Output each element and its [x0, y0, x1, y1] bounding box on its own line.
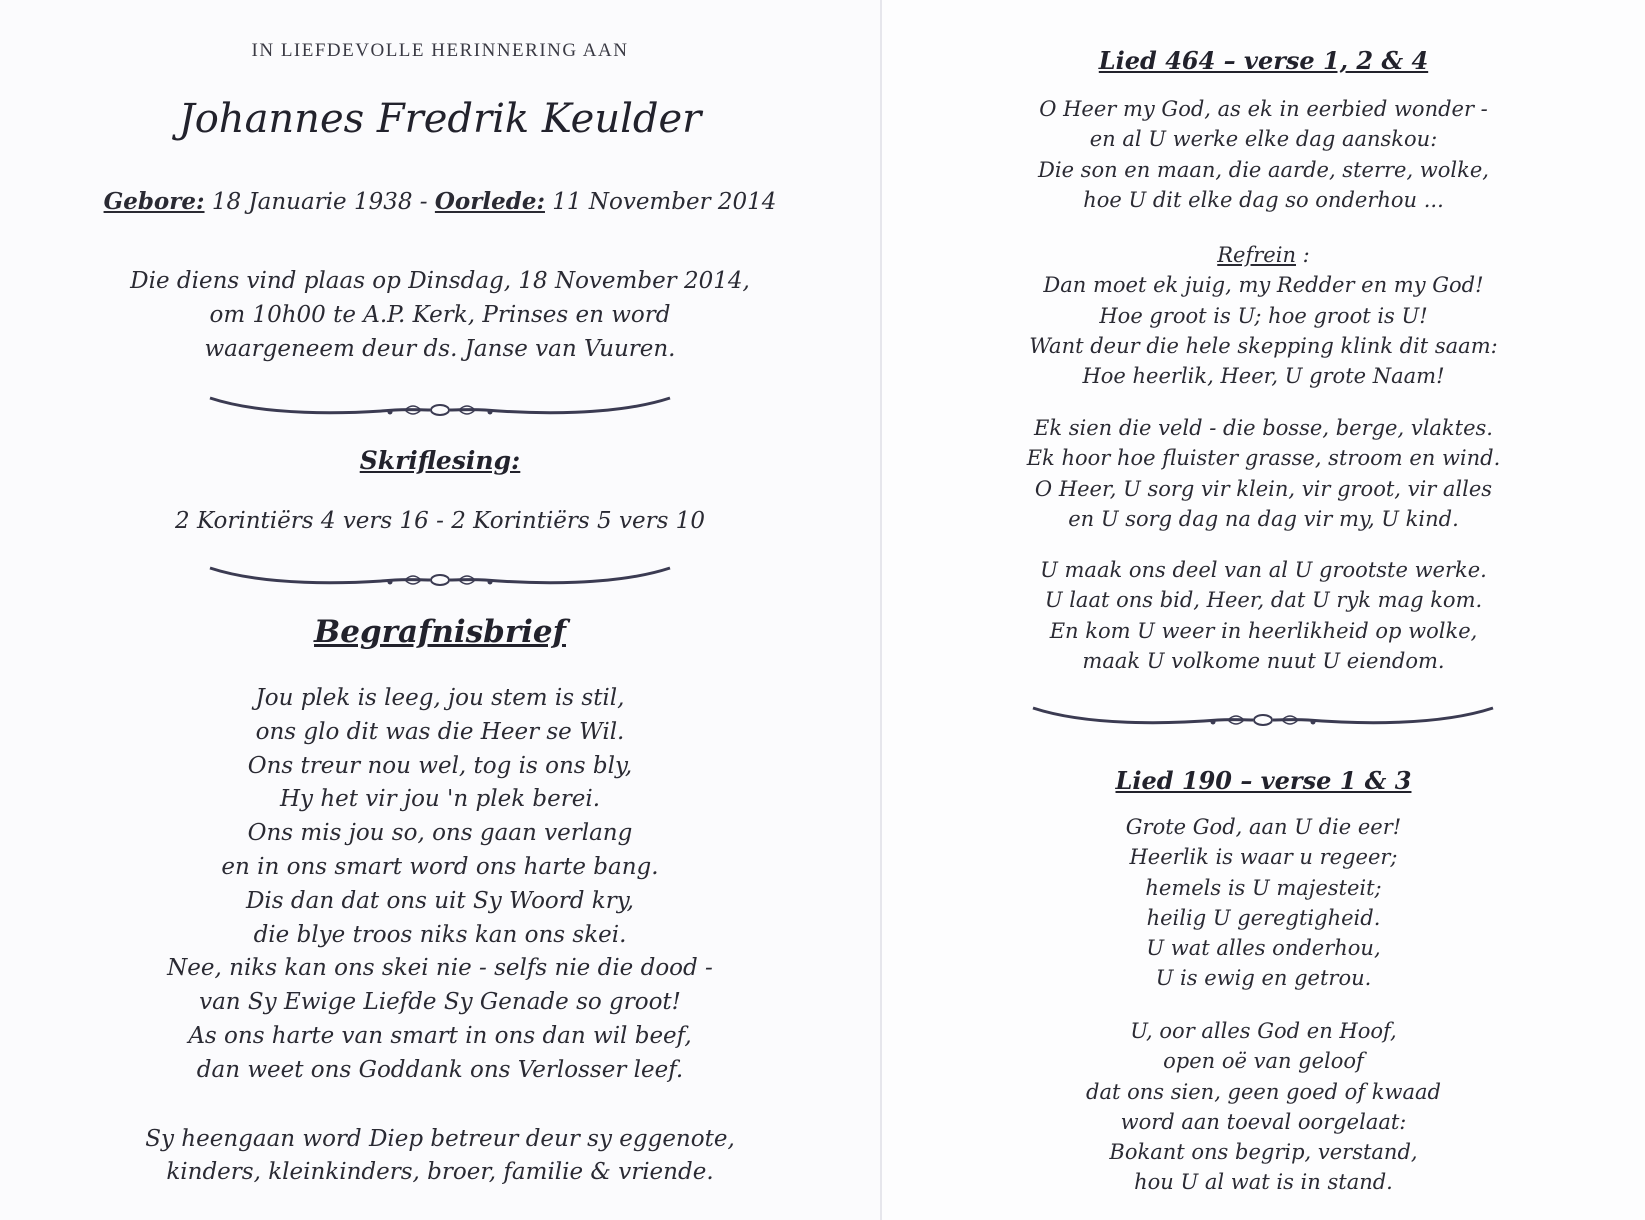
hymn-line: Die son en maan, die aarde, sterre, wolke,	[1038, 157, 1489, 182]
hymn-line: U wat alles onderhou,	[1146, 936, 1381, 961]
service-line: Die diens vind plaas op Dinsdag, 18 November 2014,	[130, 268, 750, 294]
life-dates	[0, 188, 880, 215]
letter-poem	[0, 682, 880, 1088]
hymn-line: maak U volkome nuut U eiendom.	[1082, 648, 1445, 673]
deceased-name: Johannes Fredrik Keulder	[178, 96, 702, 142]
hymn1-title: Lied 464 – verse 1, 2 & 4	[1098, 46, 1429, 75]
poem-line: van Sy Ewige Liefde Sy Genade so groot!	[199, 989, 681, 1016]
hymn-line: heilig U geregtigheid.	[1146, 905, 1381, 930]
refrain-heading	[882, 240, 1645, 270]
poem-line: As ons harte van smart in ons dan wil beef,	[188, 1022, 692, 1049]
hymn-line: Bokant ons begrip, verstand,	[1109, 1140, 1418, 1165]
closing-message	[0, 1123, 880, 1189]
hymn-line: open oë van geloof	[1163, 1049, 1364, 1074]
letter-title: Begrafnisbrief	[314, 614, 566, 650]
poem-line: Ons mis jou so, ons gaan verlang	[247, 820, 633, 847]
hymn1-refrain	[882, 240, 1645, 391]
hymn-line: U maak ons deel van al U grootste werke.	[1040, 558, 1487, 582]
hymn-line: dat ons sien, geen goed of kwaad	[1086, 1079, 1441, 1104]
hymn1-verse4	[882, 555, 1645, 676]
died-date: 11 November 2014	[552, 189, 777, 215]
hymn-line: Grote God, aan U die eer!	[1125, 815, 1402, 839]
hymn-line: U laat ons bid, Heer, dat U ryk mag kom.	[1044, 588, 1483, 613]
closing-line: kinders, kleinkinders, broer, familie & vriende.	[166, 1159, 714, 1185]
born-label: Gebore:	[103, 188, 205, 215]
hymn-line: U is ewig en getrou.	[1155, 966, 1372, 991]
born-date: 18 Januarie 1938	[211, 189, 413, 215]
hymn-line: Ek sien die veld - die bosse, berge, vlaktes.	[1034, 416, 1493, 440]
hymn-line: Ek hoor hoe fluister grasse, stroom en wind.	[1026, 446, 1501, 471]
hymn2-verse1	[882, 812, 1645, 994]
hymn-line: Dan moet ek juig, my Redder en my God!	[1043, 273, 1484, 298]
hymn-line: O Heer, U sorg vir klein, vir groot, vir alles	[1034, 476, 1493, 501]
date-separator: -	[419, 189, 428, 215]
hymn-line: Hoe heerlik, Heer, U grote Naam!	[1082, 364, 1445, 389]
poem-line: dan weet ons Goddank ons Verlosser leef.	[196, 1056, 684, 1083]
hymn-line: en al U werke elke dag aanskou:	[1089, 127, 1438, 152]
scripture-title: Skriflesing:	[359, 446, 521, 475]
hymn2-title: Lied 190 – verse 1 & 3	[1115, 766, 1412, 795]
poem-line: en in ons smart word ons harte bang.	[221, 853, 659, 880]
poem-line: Jou plek is leeg, jou stem is stil,	[255, 685, 625, 711]
poem-line: Nee, niks kan ons skei nie - selfs nie die dood -	[167, 955, 713, 982]
closing-line: Sy heengaan word Diep betreur deur sy eggenote,	[145, 1126, 735, 1152]
refrain-label: Refrein	[1217, 243, 1296, 267]
poem-line: ons glo dit was die Heer se Wil.	[255, 718, 625, 745]
memorial-header: IN LIEFDEVOLLE HERINNERING AAN	[251, 40, 629, 61]
died-label: Oorlede:	[434, 188, 545, 215]
scripture-reference: 2 Korintiërs 4 vers 16 - 2 Korintiërs 5 vers 10	[175, 508, 705, 534]
hymn1-verse2	[882, 413, 1645, 534]
hymn-line: O Heer my God, as ek in eerbied wonder -	[1039, 97, 1488, 121]
poem-line: Dis dan dat ons uit Sy Woord kry,	[245, 887, 634, 914]
ornament-divider	[205, 390, 675, 430]
hymn-line: hou U al wat is in stand.	[1134, 1170, 1393, 1195]
service-line: waargeneem deur ds. Janse van Vuuren.	[204, 336, 676, 362]
ornament-divider	[205, 560, 675, 600]
service-details	[0, 264, 880, 366]
right-panel	[882, 0, 1645, 1220]
service-line: om 10h00 te A.P. Kerk, Prinses en word	[209, 302, 671, 328]
refrain-colon: :	[1295, 243, 1310, 267]
hymn-line: hoe U dit elke dag so onderhou ...	[1083, 187, 1444, 212]
hymn-line: En kom U weer in heerlikheid op wolke,	[1049, 618, 1478, 643]
hymn-line: word aan toeval oorgelaat:	[1120, 1109, 1407, 1134]
poem-line: Hy het vir jou 'n plek berei.	[279, 786, 601, 813]
hymn2-verse3	[882, 1016, 1645, 1198]
hymn-line: U, oor alles God en Hoof,	[1130, 1019, 1397, 1043]
hymn-line: hemels is U majesteit;	[1145, 875, 1382, 900]
hymn-line: Hoe groot is U; hoe groot is U!	[1099, 303, 1428, 328]
ornament-divider	[1028, 700, 1498, 740]
hymn1-verse1	[882, 94, 1645, 215]
hymn-line: Want deur die hele skepping klink dit saam:	[1029, 333, 1498, 358]
poem-line: die blye troos niks kan ons skei.	[253, 921, 627, 948]
hymn-line: Heerlik is waar u regeer;	[1129, 845, 1398, 870]
hymn-line: en U sorg dag na dag vir my, U kind.	[1068, 506, 1459, 531]
poem-line: Ons treur nou wel, tog is ons bly,	[247, 752, 633, 779]
